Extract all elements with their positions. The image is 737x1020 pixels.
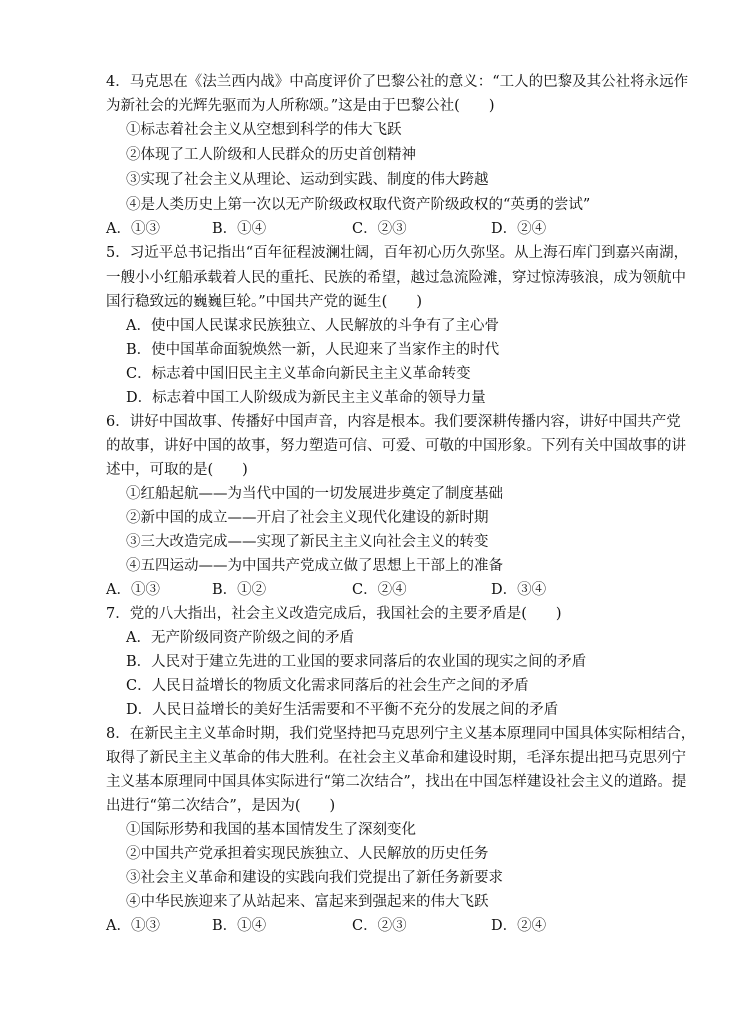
question-4-stem-line-1: 4．马克思在《法兰西内战》中高度评价了巴黎公社的意义：“工人的巴黎及其公社将永远作 — [106, 74, 689, 90]
question-6-option-a[interactable]: A．①③ — [106, 582, 160, 598]
question-8-stem-line-3: 主义基本原理同中国具体实际进行“第二次结合”，找出在中国怎样建设社会主义的道路。提 — [106, 774, 687, 790]
question-6-item-2: ②新中国的成立——开启了社会主义现代化建设的新时期 — [126, 510, 489, 526]
question-6-option-d[interactable]: D．③④ — [491, 582, 547, 598]
question-6-option-c[interactable]: C．②④ — [352, 582, 407, 598]
question-6-stem-line-1: 6．讲好中国故事、传播好中国声音，内容是根本。我们要深耕传播内容，讲好中国共产党 — [106, 414, 681, 430]
question-4-option-a[interactable]: A．①③ — [106, 221, 160, 237]
question-8-option-d[interactable]: D．②④ — [491, 918, 547, 934]
question-8-item-4: ④中华民族迎来了从站起来、富起来到强起来的伟大飞跃 — [126, 894, 489, 910]
question-7-stem-line-1: 7．党的八大指出，社会主义改造完成后，我国社会的主要矛盾是( ) — [106, 606, 562, 622]
question-4-option-b[interactable]: B．①④ — [212, 221, 267, 237]
question-8-item-2: ②中国共产党承担着实现民族独立、人民解放的历史任务 — [126, 846, 489, 862]
question-5-choice-c[interactable]: C．标志着中国旧民主主义革命向新民主主义革命转变 — [126, 366, 471, 382]
question-5-choice-d[interactable]: D．标志着中国工人阶级成为新民主主义革命的领导力量 — [126, 390, 486, 406]
question-7-choice-c[interactable]: C．人民日益增长的物质文化需求同落后的社会生产之间的矛盾 — [126, 678, 529, 694]
question-5-stem-line-2: 一艘小小红船承载着人民的重托、民族的希望，越过急流险滩，穿过惊涛骇浪，成为领航中 — [106, 270, 686, 286]
question-8-item-1: ①国际形势和我国的基本国情发生了深刻变化 — [126, 822, 416, 838]
question-4-item-2: ②体现了工人阶级和人民群众的历史首创精神 — [126, 147, 416, 163]
question-8-option-b[interactable]: B．①④ — [212, 918, 267, 934]
question-4-item-3: ③实现了社会主义从理论、运动到实践、制度的伟大跨越 — [126, 172, 489, 188]
question-7-choice-d[interactable]: D．人民日益增长的美好生活需要和不平衡不充分的发展之间的矛盾 — [126, 702, 559, 718]
question-5-stem-line-3: 国行稳致远的巍巍巨轮。”中国共产党的诞生( ) — [106, 294, 422, 310]
question-6-item-4: ④五四运动——为中国共产党成立做了思想上干部上的准备 — [126, 558, 503, 574]
question-4-stem-line-2: 为新社会的光辉先驱而为人所称颂。”这是由于巴黎公社( ) — [106, 98, 495, 114]
question-8-stem-line-1: 8．在新民主主义革命时期，我们党坚持把马克思列宁主义基本原理同中国具体实际相结合， — [106, 726, 696, 742]
question-8-stem-line-4: 出进行“第二次结合”，是因为( ) — [106, 798, 336, 814]
question-8-option-a[interactable]: A．①③ — [106, 918, 160, 934]
question-6-item-1: ①红船起航——为当代中国的一切发展进步奠定了制度基础 — [126, 486, 503, 502]
question-4-option-c[interactable]: C．②③ — [352, 221, 407, 237]
question-6-stem-line-3: 述中，可取的是( ) — [106, 462, 248, 478]
question-4-option-d[interactable]: D．②④ — [491, 221, 547, 237]
question-4-item-1: ①标志着社会主义从空想到科学的伟大飞跃 — [126, 122, 402, 138]
question-6-option-b[interactable]: B．①② — [212, 582, 267, 598]
question-5-choice-a[interactable]: A．使中国人民谋求民族独立、人民解放的斗争有了主心骨 — [126, 318, 499, 334]
question-7-choice-b[interactable]: B．人民对于建立先进的工业国的要求同落后的农业国的现实之间的矛盾 — [126, 654, 587, 670]
question-4-item-4: ④是人类历史上第一次以无产阶级政权取代资产阶级政权的“英勇的尝试” — [126, 197, 591, 213]
question-6-item-3: ③三大改造完成——实现了新民主主义向社会主义的转变 — [126, 534, 489, 550]
question-8-stem-line-2: 取得了新民主主义革命的伟大胜利。在社会主义革命和建设时期，毛泽东提出把马克思列宁 — [106, 750, 686, 766]
question-6-stem-line-2: 的故事，讲好中国的故事，努力塑造可信、可爱、可敬的中国形象。下列有关中国故事的讲 — [106, 438, 686, 454]
question-5-choice-b[interactable]: B．使中国革命面貌焕然一新，人民迎来了当家作主的时代 — [126, 342, 500, 358]
question-7-choice-a[interactable]: A．无产阶级同资产阶级之间的矛盾 — [126, 630, 354, 646]
question-5-stem-line-1: 5．习近平总书记指出“百年征程波澜壮阔，百年初心历久弥坚。从上海石库门到嘉兴南湖， — [106, 245, 689, 261]
question-8-option-c[interactable]: C．②③ — [352, 918, 407, 934]
question-8-item-3: ③社会主义革命和建设的实践向我们党提出了新任务新要求 — [126, 870, 503, 886]
